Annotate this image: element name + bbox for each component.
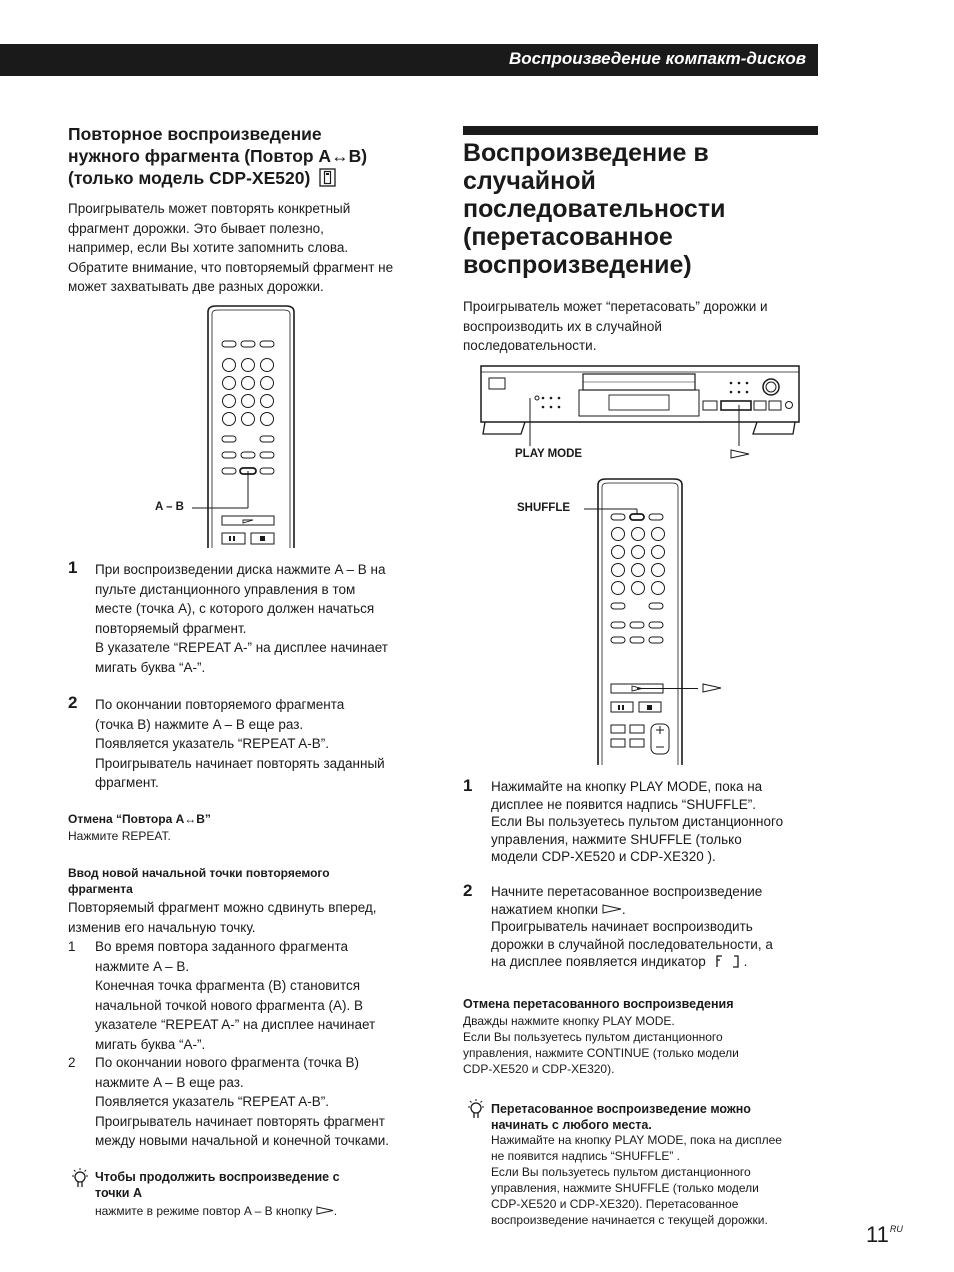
text-line: Если Вы пользуетесь пультом дистанционного xyxy=(491,814,784,829)
label-shuffle: SHUFFLE xyxy=(517,502,571,514)
text-line: последовательности. xyxy=(463,338,597,353)
heading-line: Воспроизведение в xyxy=(463,139,709,167)
tip-continue-text: нажмите в режиме повтор A – B кнопку . xyxy=(95,1204,338,1218)
step-number: 1 xyxy=(463,776,473,795)
text-line: Появляется указатель “REPEAT A-B”. xyxy=(95,1094,329,1109)
heading-line: случайной xyxy=(463,167,596,195)
text-line: модели CDP-XE520 и CDP-XE320 ). xyxy=(491,849,716,864)
text-line: В указателе “REPEAT A-” на дисплее начинает xyxy=(95,640,388,655)
text-line: Во время повтора заданного фрагмента xyxy=(95,939,349,954)
text-line: Проигрыватель начинает воспроизводить xyxy=(491,919,753,934)
left-heading xyxy=(68,123,428,189)
text-line: может захватывать две разных дорожки. xyxy=(68,279,324,294)
text-line: точки A xyxy=(95,1186,142,1200)
tip-shuffle-title xyxy=(491,1101,751,1133)
text-line: дорожки в случайной последовательности, а xyxy=(491,936,773,952)
substep-number: 2 xyxy=(68,1055,76,1070)
step-number: 2 xyxy=(68,693,78,712)
text-line: нажмите A – B. xyxy=(95,958,190,974)
text-line: на дисплее появляется индикатор . xyxy=(491,954,748,969)
section-title: Воспроизведение компакт-дисков xyxy=(508,49,806,68)
step-1-text xyxy=(95,560,435,677)
text-line: начальной точкой нового фрагмента (A). В xyxy=(95,997,363,1013)
text-line: Начните перетасованное воспроизведение xyxy=(491,884,763,899)
cancel-shuffle-text xyxy=(463,1013,803,1077)
text-line: Ввод новой начальной точки повторяемого xyxy=(68,866,330,880)
text-line: Если Вы пользуетесь пультом дистанционного xyxy=(463,1030,723,1044)
step-number: 1 xyxy=(68,558,78,577)
text-line: CDP-XE520 и CDP-XE320). Перетасованное xyxy=(491,1197,739,1211)
tip-continue-title xyxy=(95,1169,340,1201)
shuffle-indicator-icon xyxy=(714,954,744,970)
cancel-shuffle-title: Отмена перетасованного воспроизведения xyxy=(463,997,734,1011)
text-line: Если Вы пользуетесь пультом дистанционного xyxy=(491,1165,751,1179)
text-span: нажатием кнопки xyxy=(491,901,599,917)
heading-rule xyxy=(463,126,818,135)
text-line: Появляется указатель “REPEAT A-B”. xyxy=(95,736,329,751)
text-line: Перетасованное воспроизведение можно xyxy=(491,1102,751,1116)
text-line: Проигрыватель может повторять конкретный xyxy=(68,201,351,216)
heading-line: последовательности xyxy=(463,195,726,223)
shuffle-step-1-text xyxy=(491,778,821,866)
text-span: на дисплее появляется индикатор xyxy=(491,954,706,969)
left-intro xyxy=(68,199,438,297)
heading-line: (перетасованное xyxy=(463,223,673,251)
text-line: Нажимайте на кнопку PLAY MODE, пока на xyxy=(491,779,763,794)
right-intro xyxy=(463,297,823,356)
play-icon xyxy=(602,904,622,914)
substep-1-text xyxy=(95,937,435,1054)
text-line: CDP-XE520 и CDP-XE320). xyxy=(463,1062,615,1076)
cd-player-illustration xyxy=(475,362,805,462)
text-line: Проигрыватель может “перетасовать” дорожки и xyxy=(463,299,768,314)
text-line: указателе “REPEAT A-” на дисплее начинает xyxy=(95,1017,376,1032)
shuffle-step-2-text xyxy=(491,883,821,971)
label-play-mode: PLAY MODE xyxy=(515,448,583,460)
new-start-title xyxy=(68,865,428,897)
section-header-bar xyxy=(0,44,818,76)
play-icon xyxy=(316,1206,334,1215)
new-start-intro xyxy=(68,898,428,937)
page-language: RU xyxy=(889,1224,903,1234)
text-line: управления, нажмите SHUFFLE (только модели xyxy=(491,1181,759,1195)
text-line: дисплее не появится надпись “SHUFFLE”. xyxy=(491,796,756,812)
text-line: не появится надпись “SHUFFLE” . xyxy=(491,1149,680,1163)
remote-label-a-b: A – B xyxy=(155,501,184,513)
cancel-repeat-title: Отмена “Повтора A↔B” xyxy=(68,812,211,826)
text-line: начинать с любого места. xyxy=(491,1118,652,1132)
page-number xyxy=(866,1222,902,1248)
text-line: например, если Вы хотите запомнить слова. xyxy=(68,240,349,255)
text-line: Конечная точка фрагмента (B) становится xyxy=(95,978,361,993)
step-number: 2 xyxy=(463,881,473,900)
text-line: повторяемый фрагмент. xyxy=(95,620,247,636)
left-heading-text: (только модель CDP-XE520) xyxy=(68,168,311,188)
left-heading-line: Повторное воспроизведение xyxy=(68,124,322,144)
play-icon xyxy=(702,683,722,693)
text-line: изменив его начальную точку. xyxy=(68,919,256,935)
text-line: Проигрыватель начинает повторять заданный xyxy=(95,755,385,771)
right-heading xyxy=(463,139,823,279)
substep-number: 1 xyxy=(68,939,76,954)
text-line: фрагмент дорожки. Это бывает полезно, xyxy=(68,220,324,236)
text-line: управления, нажмите SHUFFLE (только xyxy=(491,831,742,847)
text-line: Проигрыватель начинает повторять фрагмент xyxy=(95,1113,385,1129)
text-line: По окончании нового фрагмента (точка B) xyxy=(95,1055,360,1070)
text-line: Нажимайте на кнопку PLAY MODE, пока на дисплее xyxy=(491,1133,782,1147)
substep-2-text xyxy=(95,1053,435,1151)
text-line: пульте дистанционного управления в том xyxy=(95,581,356,597)
text-line: При воспроизведении диска нажмите A – B на xyxy=(95,562,386,577)
text-line: воспроизведение начинается с текущей дорожки. xyxy=(491,1213,768,1227)
text-line: Дважды нажмите кнопку PLAY MODE. xyxy=(463,1014,675,1028)
tip-lightbulb-icon xyxy=(70,1167,90,1189)
text-line: фрагмент. xyxy=(95,775,159,790)
text-line: между новыми начальной и конечной точками. xyxy=(95,1133,390,1148)
heading-line: воспроизведение) xyxy=(463,251,692,279)
text-line: (точка B) нажмите A – B еще раз. xyxy=(95,716,304,732)
text-line: управления, нажмите CONTINUE (только модели xyxy=(463,1046,739,1060)
left-heading-line xyxy=(68,167,428,189)
play-icon xyxy=(730,449,750,459)
text-line: мигать буква “A-”. xyxy=(95,1036,206,1052)
remote-control-shuffle-illustration xyxy=(580,475,730,767)
text-line: Чтобы продолжить воспроизведение с xyxy=(95,1170,340,1184)
step-2-text xyxy=(95,695,435,793)
tip-text: нажмите в режиме повтор A – B кнопку xyxy=(95,1204,313,1218)
text-line: месте (точка A), с которого должен начаться xyxy=(95,601,375,616)
left-heading-line: нужного фрагмента (Повтор A↔B) xyxy=(68,146,368,166)
text-line: мигать буква “A-”. xyxy=(95,659,206,675)
tip-lightbulb-icon xyxy=(466,1098,486,1120)
text-line: воспроизводить их в случайной xyxy=(463,318,662,334)
text-line: нажатием кнопки . xyxy=(491,901,626,917)
text-line: Обратите внимание, что повторяемый фрагмент не xyxy=(68,259,394,275)
tip-shuffle-text xyxy=(491,1132,821,1228)
text-line: По окончании повторяемого фрагмента xyxy=(95,697,345,712)
cancel-repeat-text: Нажмите REPEAT. xyxy=(68,829,171,843)
text-line: фрагмента xyxy=(68,882,133,896)
text-line: Повторяемый фрагмент можно сдвинуть вперед, xyxy=(68,900,377,915)
remote-only-icon xyxy=(319,168,336,187)
page-number-value: 11 xyxy=(866,1222,889,1247)
text-line: нажмите A – B еще раз. xyxy=(95,1074,244,1090)
